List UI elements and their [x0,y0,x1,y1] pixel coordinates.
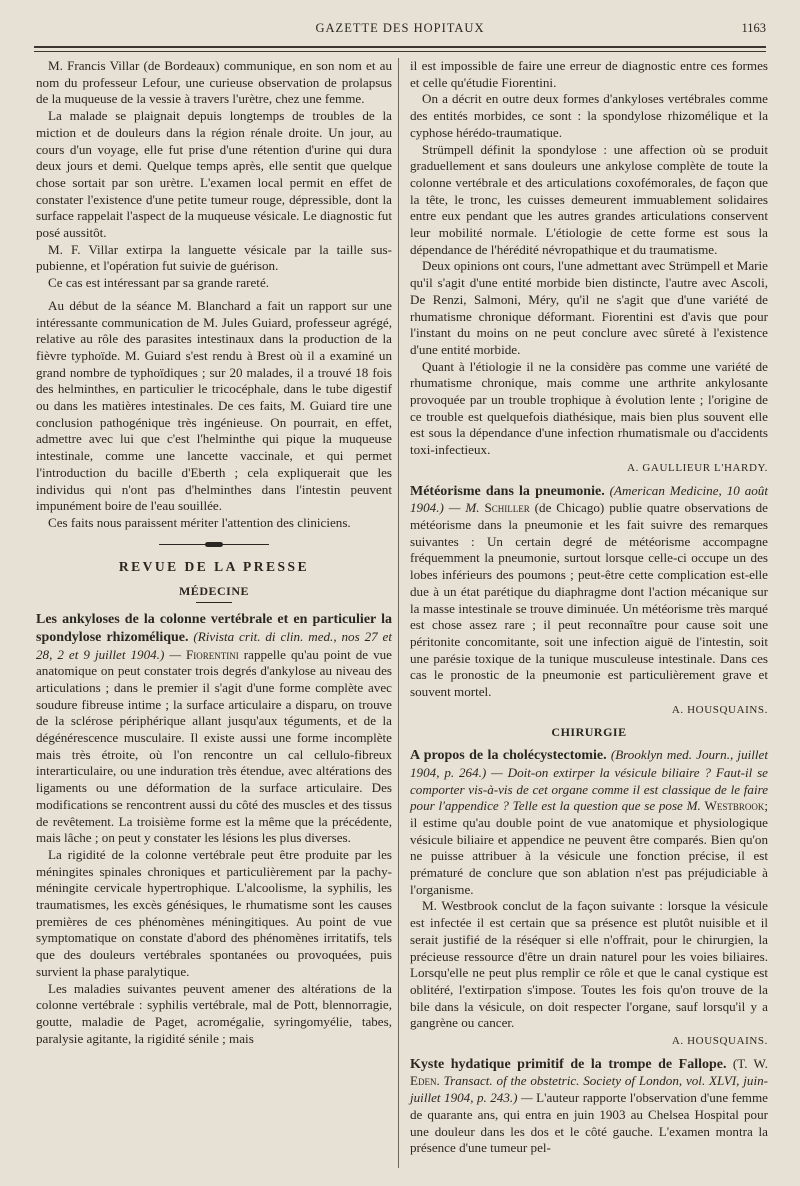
article-title: Les ankyloses de la colonne vertébrale et en particulier la spondylose rhizomélique. [36,612,392,645]
signature: A. HOUSQUAINS. [671,703,768,716]
article-lead: (de Chicago) publie quatre observations de météorisme dans la pneumonie et les fait suivre des remarques suivantes : Un certain degré de météorisme accompagne fréquemment la pneumonie, surtout lorsque celle-ci occupe un des lobes inférieurs des poumons ; peut-être cette complication est-elle due à un état parétique du diaphragme dont l'action mécanique sur la masse intestinale se trouve diminuée. Un météorisme très marqué est chose assez rare ; il peut reconnaître pour cause soit une péritonite concomitante, soit une infection aiguë de l'intestin, soit une parésie toxique de la tunique musculeuse intestinale. Dans ces cas le pronostic de la pneumonie est particulièrement grave et souvent mortel. [410,500,768,700]
blanchard-p1: Au début de la séance M. Blanchard a fait un rapport sur une intéressante communication de M. Jules Guiard, professeur agrégé, relative au rôle des parasites intestinaux dans la production de la fièvre typhoïde. M. Guiard s'est rendu à Brest où il a examiné un grand nombre de typhoïdiques ; sur 20 malades, il a trouvé 18 fois des helminthes, en particulier le tricocéphale, dans le tube digestif ou dans les matières intestinales. De ces faits, M. Guiard tire une conclusion pathogénique très ingénieuse. On pourrait, en effet, admettre avec lui que c'est l'helminthe qui pique la muqueuse intestinale, comme une lancette vaccinale, et qui permet l'introduction du bacille d'Eberth ; cela expliquerait que les individus qui n'ont pas d'helminthes dans l'intestin peuvent impunément boire de l'eau souillée. [36,297,392,514]
ankyloses-cont-p1: il est impossible de faire une erreur de diagnostic entre ces formes et celle qu'étudie Fiorentini. [410,58,768,90]
column-divider [398,58,399,1168]
ankyloses-p3: Les maladies suivantes peuvent amener des altérations de la colonne vertébrale : syphilis vertébrale, mal de Pott, blennorragie, goutte, maladie de Paget, acromégalie, syringomyélie, tabes, paralysie agitante, la rigidité sénile ; mais [36,980,392,1046]
subsection-rule [196,602,232,603]
header-rule-thick [34,46,766,48]
article-source: (Rivista crit. di clin. med., nos 27 et 28, 2 et 9 juillet 1904.) — [36,628,392,662]
villar-p3: M. F. Villar extirpa la languette vésicale par la taille sus-pubienne, et l'opération fut suivie de guérison. [36,241,392,274]
meteorisme-article [410,483,768,701]
article-author: Fiorentini [186,646,239,662]
right-column [410,58,768,1157]
ankyloses-cont-p4: Deux opinions ont cours, l'une admettant avec Strümpell et Marie qu'il s'agit d'une entité morbide bien distincte, l'autre avec Ascoli, De Renzi, Salmoni, Méry, qu'il ne s'agit que d'une variété de rhumatisme chronique déformant. Fiorentini est d'avis que pour l'instant du moins on ne peut conclure avec sûreté à l'existence d'une entité morbide. [410,258,768,357]
signature: A. HOUSQUAINS. [671,1035,768,1048]
article-source: (American Medicine, 10 août 1904.) — M. [410,482,768,516]
section-title: REVUE DE LA PRESSE [118,558,310,574]
article-lead: L'auteur rapporte l'observation d'une femme de quarante ans, qui entra en juin 1903 au Chelsea Hospital pour une douleur dans les dos et le côté gauche. L'examen montra la présence d'une tumeur pel- [410,1090,768,1156]
left-column [36,58,392,1047]
cholecystectomie-article [410,747,768,898]
blanchard-p2: Ces faits nous paraissent mériter l'attention des cliniciens. [48,514,351,530]
section-separator [159,544,269,545]
ankyloses-cont-p5: Quant à l'étiologie il ne la considère pas comme une variété de rhumatisme chronique, mais comme une arthrite ankylosante provoquée par un trouble trophique à évolution lente ; l'origine de ce trouble est quelquefois diathésique, mais bien plus souvent elle est sous la dépendance d'une infection rhumatismale ou d'accidents toxi-infectieux. [410,358,768,458]
article-author: Eden [410,1073,437,1089]
villar-p4: Ce cas est intéressant par sa grande rareté. [48,275,270,291]
subsection-title: MÉDECINE [178,584,249,599]
cholecystectomie-p2: M. Westbrook conclut de la façon suivante : lorsque la vésicule est infectée il est certain que sa présence est plutôt nuisible et il serait justifié de la réséquer si elle n'offrait, pour le chirurgien, la précieuse ressource d'être un drain naturel pour les voies biliaires. Lorsqu'elle ne peut plus remplir ce rôle et que le canal cystique est oblitéré, l'extirpation s'impose. Toutes les fois qu'on trouve de la bile dans la vésicule, on doit respecter l'organe, sauf lorsqu'il y a gangrène ou cancer. [410,898,768,1031]
article-author: Schiller [484,500,530,516]
article-author-pre: (T. W. [732,1055,768,1071]
article-lead: ; il estime qu'au double point de vue anatomique et physiologique vésicule biliaire et appendice ne peuvent être comparés. Bien qu'on ne puisse attribuer à la vésicule une fonction précise, il est prématuré de conclure que son ablation n'est pas préjudiciable à l'organisme. [410,798,768,897]
page-number: 1163 [741,21,766,35]
journal-title: GAZETTE DES HOPITAUX [315,20,485,35]
ankyloses-article [36,611,392,847]
kyste-article: Kyste hydatique primitif de la trompe de Fallope. (T. W. Eden. Transact. of the obstetric. Society of London, vol. XLVI, juin-juillet 1904, p. 243.) — L'auteur rapporte l'observation d'une femme de quarante ans, qui entra en juin 1903 au Chelsea Hospital pour une douleur dans les dos et le côté gauche. L'examen montra la présence d'une tumeur pel- [410,1055,769,1156]
villar-p1: M. Francis Villar (de Bordeaux) communique, en son nom et au nom du professeur Lefour, une curieuse observation de prolapsus de la muqueuse de la vessie à travers l'urètre, chez une femme. [36,58,392,107]
article-title: Météorisme dans la pneumonie. [410,483,605,499]
ankyloses-p2: La rigidité de la colonne vertébrale peut être produite par les méningites spinales chroniques et particulièrement par la pachy-méningite cervicale hypertrophique. L'alcoolisme, la syphilis, les traumatismes, les excès génésiques, le rhumatisme sont les causes premières de ces phénomènes méningitiques. Au point de vue symptomatique on constate d'abord des phénomènes irritatifs, tels que des douleurs vertébrales spontanées ou provoquées, puis survient la phase paralytique. [36,846,392,979]
villar-p2: La malade se plaignait depuis longtemps de troubles de la miction et de douleurs dans la région rénale droite. Un jour, au cours d'un voyage, elle fut prise d'une rétention d'urine qui dura deux jours et demi. Quelque temps après, elle sentit que quelque chose sortait par son urètre. L'examen local permit en effet de constater l'existence d'une petite tumeur rouge, dépressible, dont la surface rappelait l'aspect de la muqueuse vésicale. Le diagnostic fut posé aussitôt. [36,108,392,241]
article-title: Kyste hydatique primitif de la trompe de Fallope. [410,1056,727,1072]
ankyloses-cont-p3: Strümpell définit la spondylose : une affection où se produit graduellement et sans douleurs une ankylose complète de toute la colonne vertébrale et des articulations coxofémorales, de façon que la tête, le tronc, les cuisses demeurent immuablement solidaires entre eux pendant que les autres grandes articulations conservent leur mobilité normale. L'étiologie de cette forme est sous la dépendance de l'hérédité névropathique et du traumatisme. [410,141,768,257]
article-author: Westbrook [704,798,765,814]
ankyloses-cont-p2: On a décrit en outre deux formes d'ankyloses vertébrales comme des entités morbides, ce sont : la spondylose rhizomélique et la cyphose hérédo-traumatique. [410,91,768,140]
header-rule-thin [34,51,766,52]
article-title: A propos de la cholécystectomie. [410,748,607,764]
page-header [34,18,766,38]
subsection-title: CHIRURGIE [551,725,627,740]
article-lead: rappelle qu'au point de vue anatomique on peut constater trois degrés d'ankylose au niveau des articulations ; dans le premier il s'agit d'une forme complète avec soudure fibreuse intime ; la surface articulaire a disparu, on trouve de la sclérose périphérique allant jusqu'aux téguments, et de la dégénérescence musculaire. Il existe aussi une forme incomplète mais très étroite, où l'on rencontre un cal cellulo-fibreux interarticulaire, ou une induration très étendue, avec altérations des ligaments ou une déformation de la surface articulaire. Des modifications se rencontrent aussi du côté des muscles et des tissus de revêtement. La troisième forme est la même que la précédente, mais lâche ; on peut y constater les lésions les plus diverses. [36,646,392,846]
article-source: (Brooklyn med. Journ., juillet 1904, p. 264.) — Doit-on extirper la vésicule biliaire ? Faut-il se comporter vis-à-vis de cet organe comme il est classique de le faire pour l'appendice ? Telle est la question que se pose M. [410,747,768,814]
article-source: Transact. of the obstetric. Society of London, vol. XLVI, juin-juillet 1904, p. 243.) — [410,1073,769,1106]
signature: A. GAULLIEUR L'HARDY. [627,461,768,474]
